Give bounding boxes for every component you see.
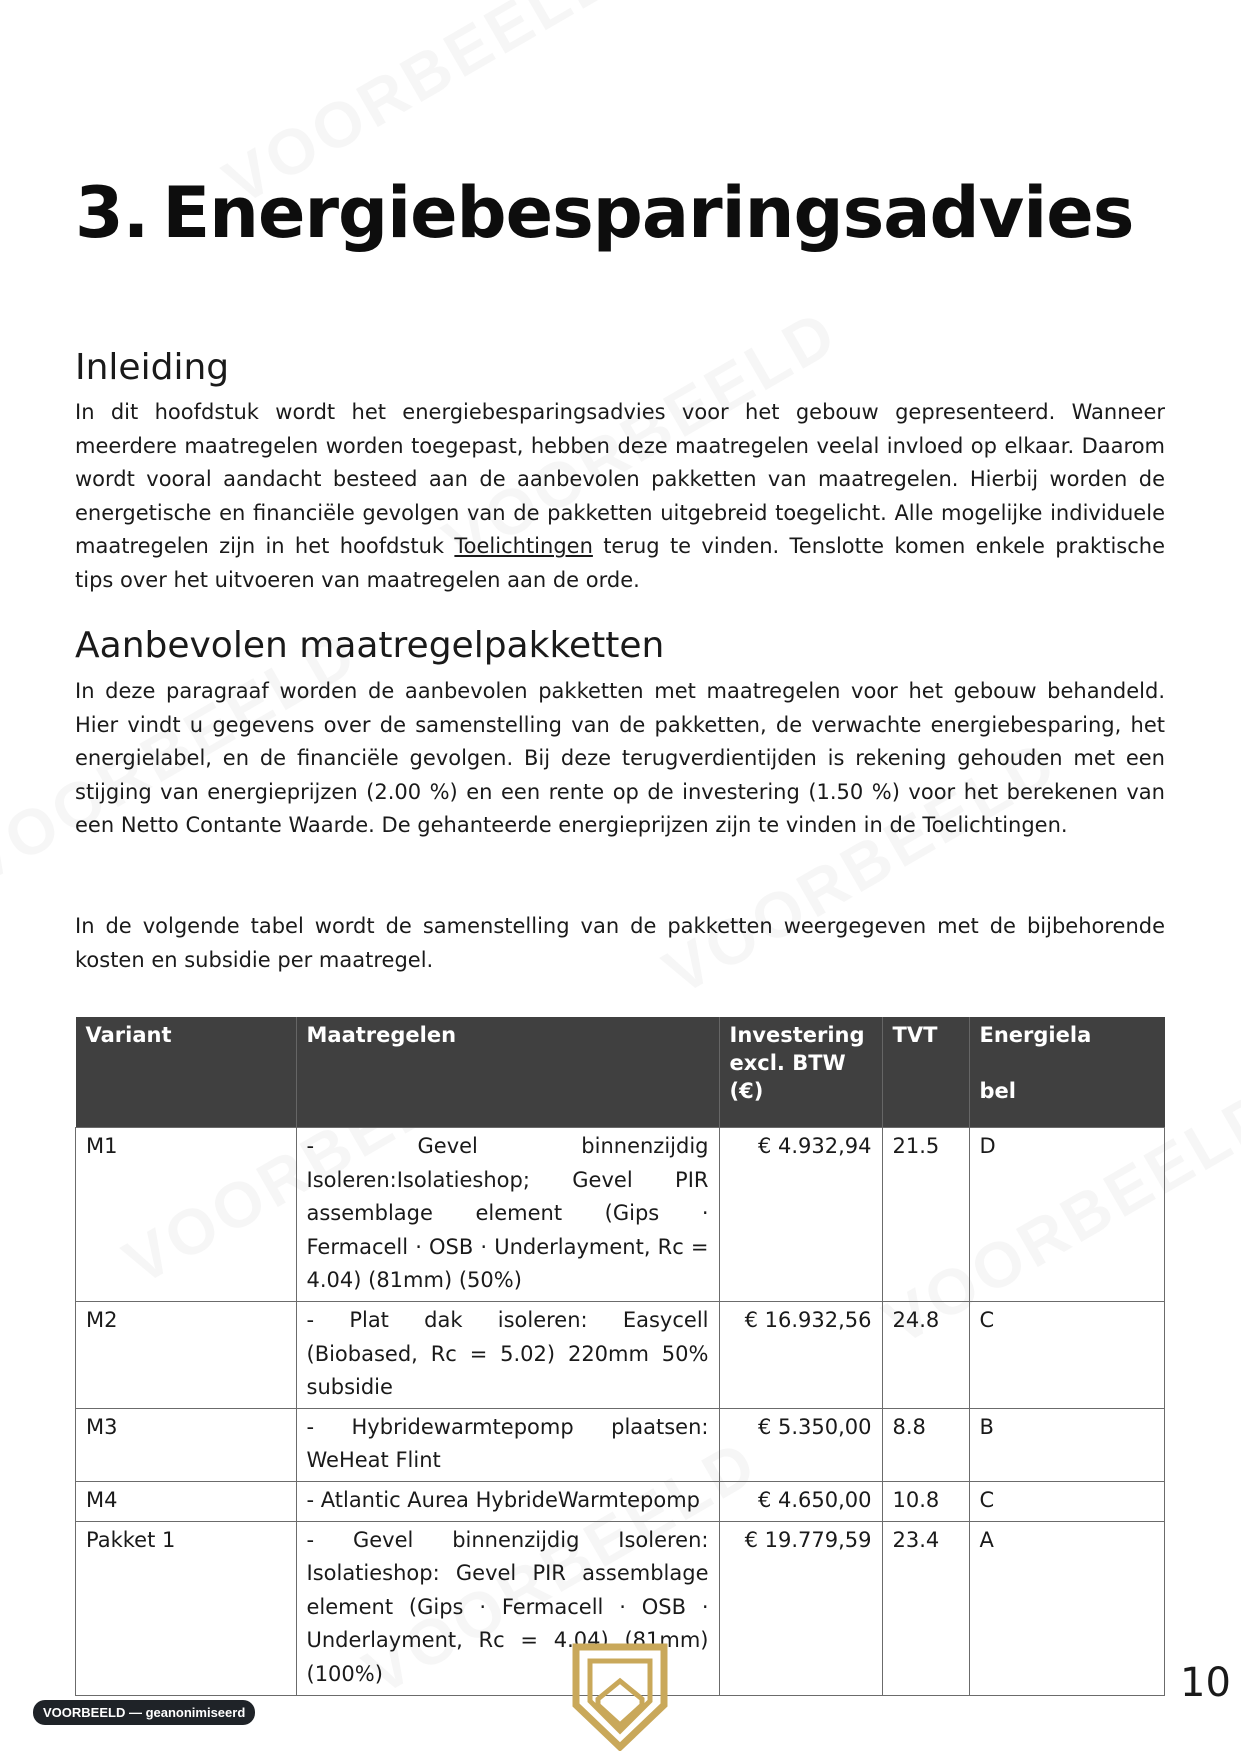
cell-energielabel: C bbox=[969, 1301, 1165, 1408]
table-intro-paragraph: In de volgende tabel wordt de samenstelling van de pakketten weergegeven met de bijbehorende kosten en subsidie per maatregel. bbox=[75, 914, 1165, 972]
cell-maatregelen: - Hybridewarmtepomp plaatsen: WeHeat Flint bbox=[296, 1408, 719, 1481]
header-energielabel-part1: Energiela bbox=[979, 1023, 1092, 1047]
table-row bbox=[76, 1408, 1165, 1481]
cell-maatregelen: - Plat dak isoleren: Easycell (Biobased, Rc = 5.02) 220mm 50% subsidie bbox=[296, 1301, 719, 1408]
header-tvt: TVT bbox=[882, 1017, 969, 1128]
cell-energielabel: A bbox=[969, 1521, 1165, 1695]
table-row bbox=[76, 1128, 1165, 1302]
intro-text-end: terug te vinden. Tenslotte komen enkele praktische tips over het uitvoeren van maatregelen aan de orde. bbox=[75, 534, 1166, 592]
cell-investering: € 19.779,59 bbox=[719, 1521, 882, 1695]
table-row bbox=[76, 1301, 1165, 1408]
cell-maatregelen: - Atlantic Aurea HybrideWarmtepomp bbox=[296, 1481, 719, 1521]
cell-variant: Pakket 1 bbox=[76, 1521, 297, 1695]
cell-variant: M2 bbox=[76, 1301, 297, 1408]
table-header-row bbox=[76, 1017, 1165, 1128]
table-row bbox=[76, 1481, 1165, 1521]
intro-text-start: In dit hoofdstuk wordt het energiebesparingsadvies voor het gebouw gepresenteerd. Wanneer meerdere maatregelen worden toegepast, hebben deze maatregelen veelal invloed op elkaar. Daarom wordt vooral aandacht besteed aan de aanbevolen pakketten van maatregelen. Hierbij worden de energetische en financiële gevolgen van de pakketten uitgebreid toegelicht. Alle mogelijke individuele maatregelen zijn in het hoofdstuk bbox=[75, 400, 1165, 559]
cell-energielabel: D bbox=[969, 1128, 1165, 1302]
cell-tvt: 24.8 bbox=[882, 1301, 969, 1408]
page-number: 10 bbox=[1180, 1660, 1231, 1706]
cell-investering: € 4.932,94 bbox=[719, 1128, 882, 1302]
cell-energielabel: C bbox=[969, 1481, 1165, 1521]
cell-maatregelen: - Gevel binnenzijdig Isoleren: Isolatieshop: Gevel PIR assemblage element (Gips · Fermacell · OSB · Underlayment, Rc = 4.04) (81mm) (100%) bbox=[296, 1521, 719, 1695]
cell-tvt: 21.5 bbox=[882, 1128, 969, 1302]
chapter-title-text: Energiebesparingsadvies bbox=[162, 172, 1134, 254]
anonymized-badge: VOORBEELD — geanonimiseerd bbox=[33, 1700, 255, 1725]
cell-energielabel: B bbox=[969, 1408, 1165, 1481]
cell-investering: € 4.650,00 bbox=[719, 1481, 882, 1521]
section-title-intro: Inleiding bbox=[75, 347, 230, 388]
toelichtingen-link[interactable]: Toelichtingen bbox=[454, 534, 593, 559]
cell-maatregelen: - Gevel binnenzijdig Isoleren:Isolatieshop; Gevel PIR assemblage element (Gips · Fermacell · OSB · Underlayment, Rc = 4.04) (81mm) (50%) bbox=[296, 1128, 719, 1302]
cell-investering: € 16.932,56 bbox=[719, 1301, 882, 1408]
cell-tvt: 10.8 bbox=[882, 1481, 969, 1521]
cell-investering: € 5.350,00 bbox=[719, 1408, 882, 1481]
header-investering: Investering excl. BTW (€) bbox=[719, 1017, 882, 1128]
header-maatregelen: Maatregelen bbox=[296, 1017, 719, 1128]
chapter-title bbox=[75, 172, 1134, 254]
header-variant: Variant bbox=[76, 1017, 297, 1128]
shield-logo-icon bbox=[572, 1643, 668, 1751]
measures-table bbox=[75, 1017, 1165, 1696]
chapter-number: 3. bbox=[75, 172, 149, 254]
intro-paragraph bbox=[75, 396, 1165, 598]
cell-variant: M4 bbox=[76, 1481, 297, 1521]
cell-tvt: 8.8 bbox=[882, 1408, 969, 1481]
packages-paragraph: In deze paragraaf worden de aanbevolen pakketten met maatregelen voor het gebouw behandeld. Hier vindt u gegevens over de samenstelling van de pakketten, de verwachte energiebesparing, het energielabel, en de financiële gevolgen. Bij deze terugverdientijden is rekening gehouden met een stijging van energieprijzen (2.00 %) en een rente op de investering (1.50 %) voor het berekenen van een Netto Contante Waarde. De gehanteerde energieprijzen zijn te vinden in de Toelichtingen. bbox=[75, 679, 1165, 838]
cell-variant: M1 bbox=[76, 1128, 297, 1302]
header-energielabel bbox=[969, 1017, 1165, 1128]
cell-tvt: 23.4 bbox=[882, 1521, 969, 1695]
cell-variant: M3 bbox=[76, 1408, 297, 1481]
header-energielabel-part2: bel bbox=[979, 1079, 1016, 1103]
section-title-packages: Aanbevolen maatregelpakketten bbox=[75, 625, 665, 666]
